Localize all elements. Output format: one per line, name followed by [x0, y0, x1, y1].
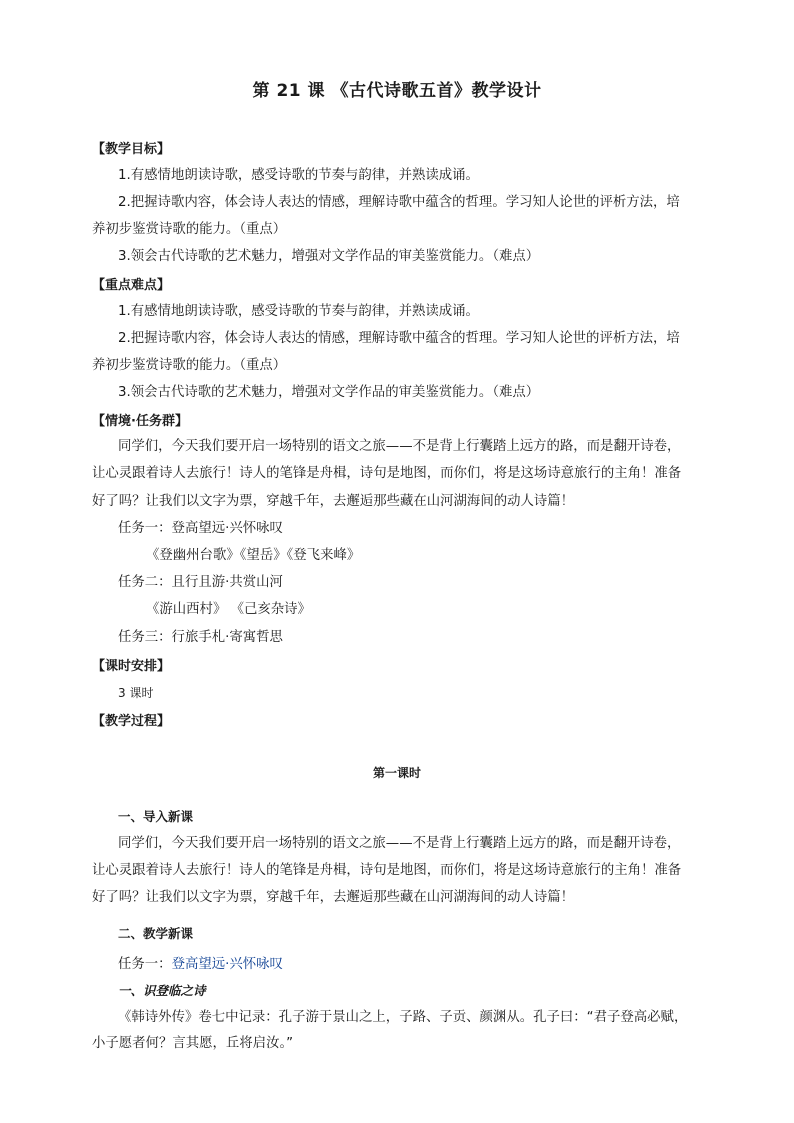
part-two-heading: 二、教学新课 [118, 926, 194, 941]
key-line: 1.有感情地朗读诗歌，感受诗歌的节奏与韵律，并熟读成诵。 [118, 304, 479, 319]
goal-line: 1.有感情地朗读诗歌，感受诗歌的节奏与韵律，并熟读成诵。 [118, 168, 479, 183]
key-line: 3.领会古代诗歌的艺术魅力，增强对文学作品的审美鉴赏能力。（难点） [118, 385, 540, 400]
task-two-poems: 《游山西村》 《己亥杂诗》 [146, 602, 311, 617]
sub-heading: 一、识登临之诗 [118, 983, 206, 998]
heading-context-tasks: 【情境·任务群】 [92, 414, 188, 429]
goal-line: 3.领会古代诗歌的艺术魅力，增强对文学作品的审美鉴赏能力。（难点） [118, 249, 540, 264]
quote-line: 《韩诗外传》卷七中记录：孔子游于景山之上，子路、子贡、颜渊从。孔子曰：“君子登高必赋， [118, 1010, 688, 1025]
task-one-link[interactable]: 登高望远·兴怀咏叹 [171, 957, 283, 972]
part-one-heading: 一、导入新课 [118, 809, 194, 824]
task-two: 任务二：且行且游·共赏山河 [118, 575, 283, 590]
heading-key-difficult: 【重点难点】 [92, 278, 171, 293]
task-one-line [118, 955, 283, 975]
intro-line: 好了吗？让我们以文字为票，穿越千年，去邂逅那些藏在山河湖海间的动人诗篇！ [92, 494, 575, 509]
task-one-poems: 《登幽州台歌》《望岳》《登飞来峰》 [146, 548, 361, 563]
key-line: 养初步鉴赏诗歌的能力。（重点） [92, 358, 287, 373]
task-label: 任务一： [118, 957, 172, 972]
intro-line: 同学们，今天我们要开启一场特别的语文之旅——不是背上行囊踏上远方的路，而是翻开诗卷， [118, 836, 681, 851]
goal-line: 养初步鉴赏诗歌的能力。（重点） [92, 222, 287, 237]
goal-line: 2.把握诗歌内容，体会诗人表达的情感，理解诗歌中蕴含的哲理。学习知人论世的评析方法，培 [118, 195, 680, 210]
quote-line: 小子愿者何？言其愿，丘将启汝。” [92, 1036, 294, 1051]
lesson-one-title: 第一课时 [372, 766, 421, 780]
task-three: 任务三：行旅手札·寄寓哲思 [118, 630, 283, 645]
intro-line: 同学们，今天我们要开启一场特别的语文之旅——不是背上行囊踏上远方的路，而是翻开诗卷， [118, 439, 681, 454]
heading-teaching-goals: 【教学目标】 [92, 142, 171, 157]
heading-process: 【教学过程】 [92, 714, 171, 729]
heading-schedule: 【课时安排】 [92, 659, 171, 674]
intro-line: 好了吗？让我们以文字为票，穿越千年，去邂逅那些藏在山河湖海间的动人诗篇！ [92, 890, 575, 905]
intro-line: 让心灵跟着诗人去旅行！诗人的笔锋是舟楫，诗句是地图，而你们，将是这场诗意旅行的主角！准备 [92, 466, 682, 481]
key-line: 2.把握诗歌内容，体会诗人表达的情感，理解诗歌中蕴含的哲理。学习知人论世的评析方法，培 [118, 331, 680, 346]
hours-count: 3 课时 [118, 686, 154, 700]
intro-line: 让心灵跟着诗人去旅行！诗人的笔锋是舟楫，诗句是地图，而你们，将是这场诗意旅行的主角！准备 [92, 863, 682, 878]
page-title: 第 21 课 《古代诗歌五首》教学设计 [252, 81, 542, 101]
task-one: 任务一：登高望远·兴怀咏叹 [118, 521, 283, 536]
